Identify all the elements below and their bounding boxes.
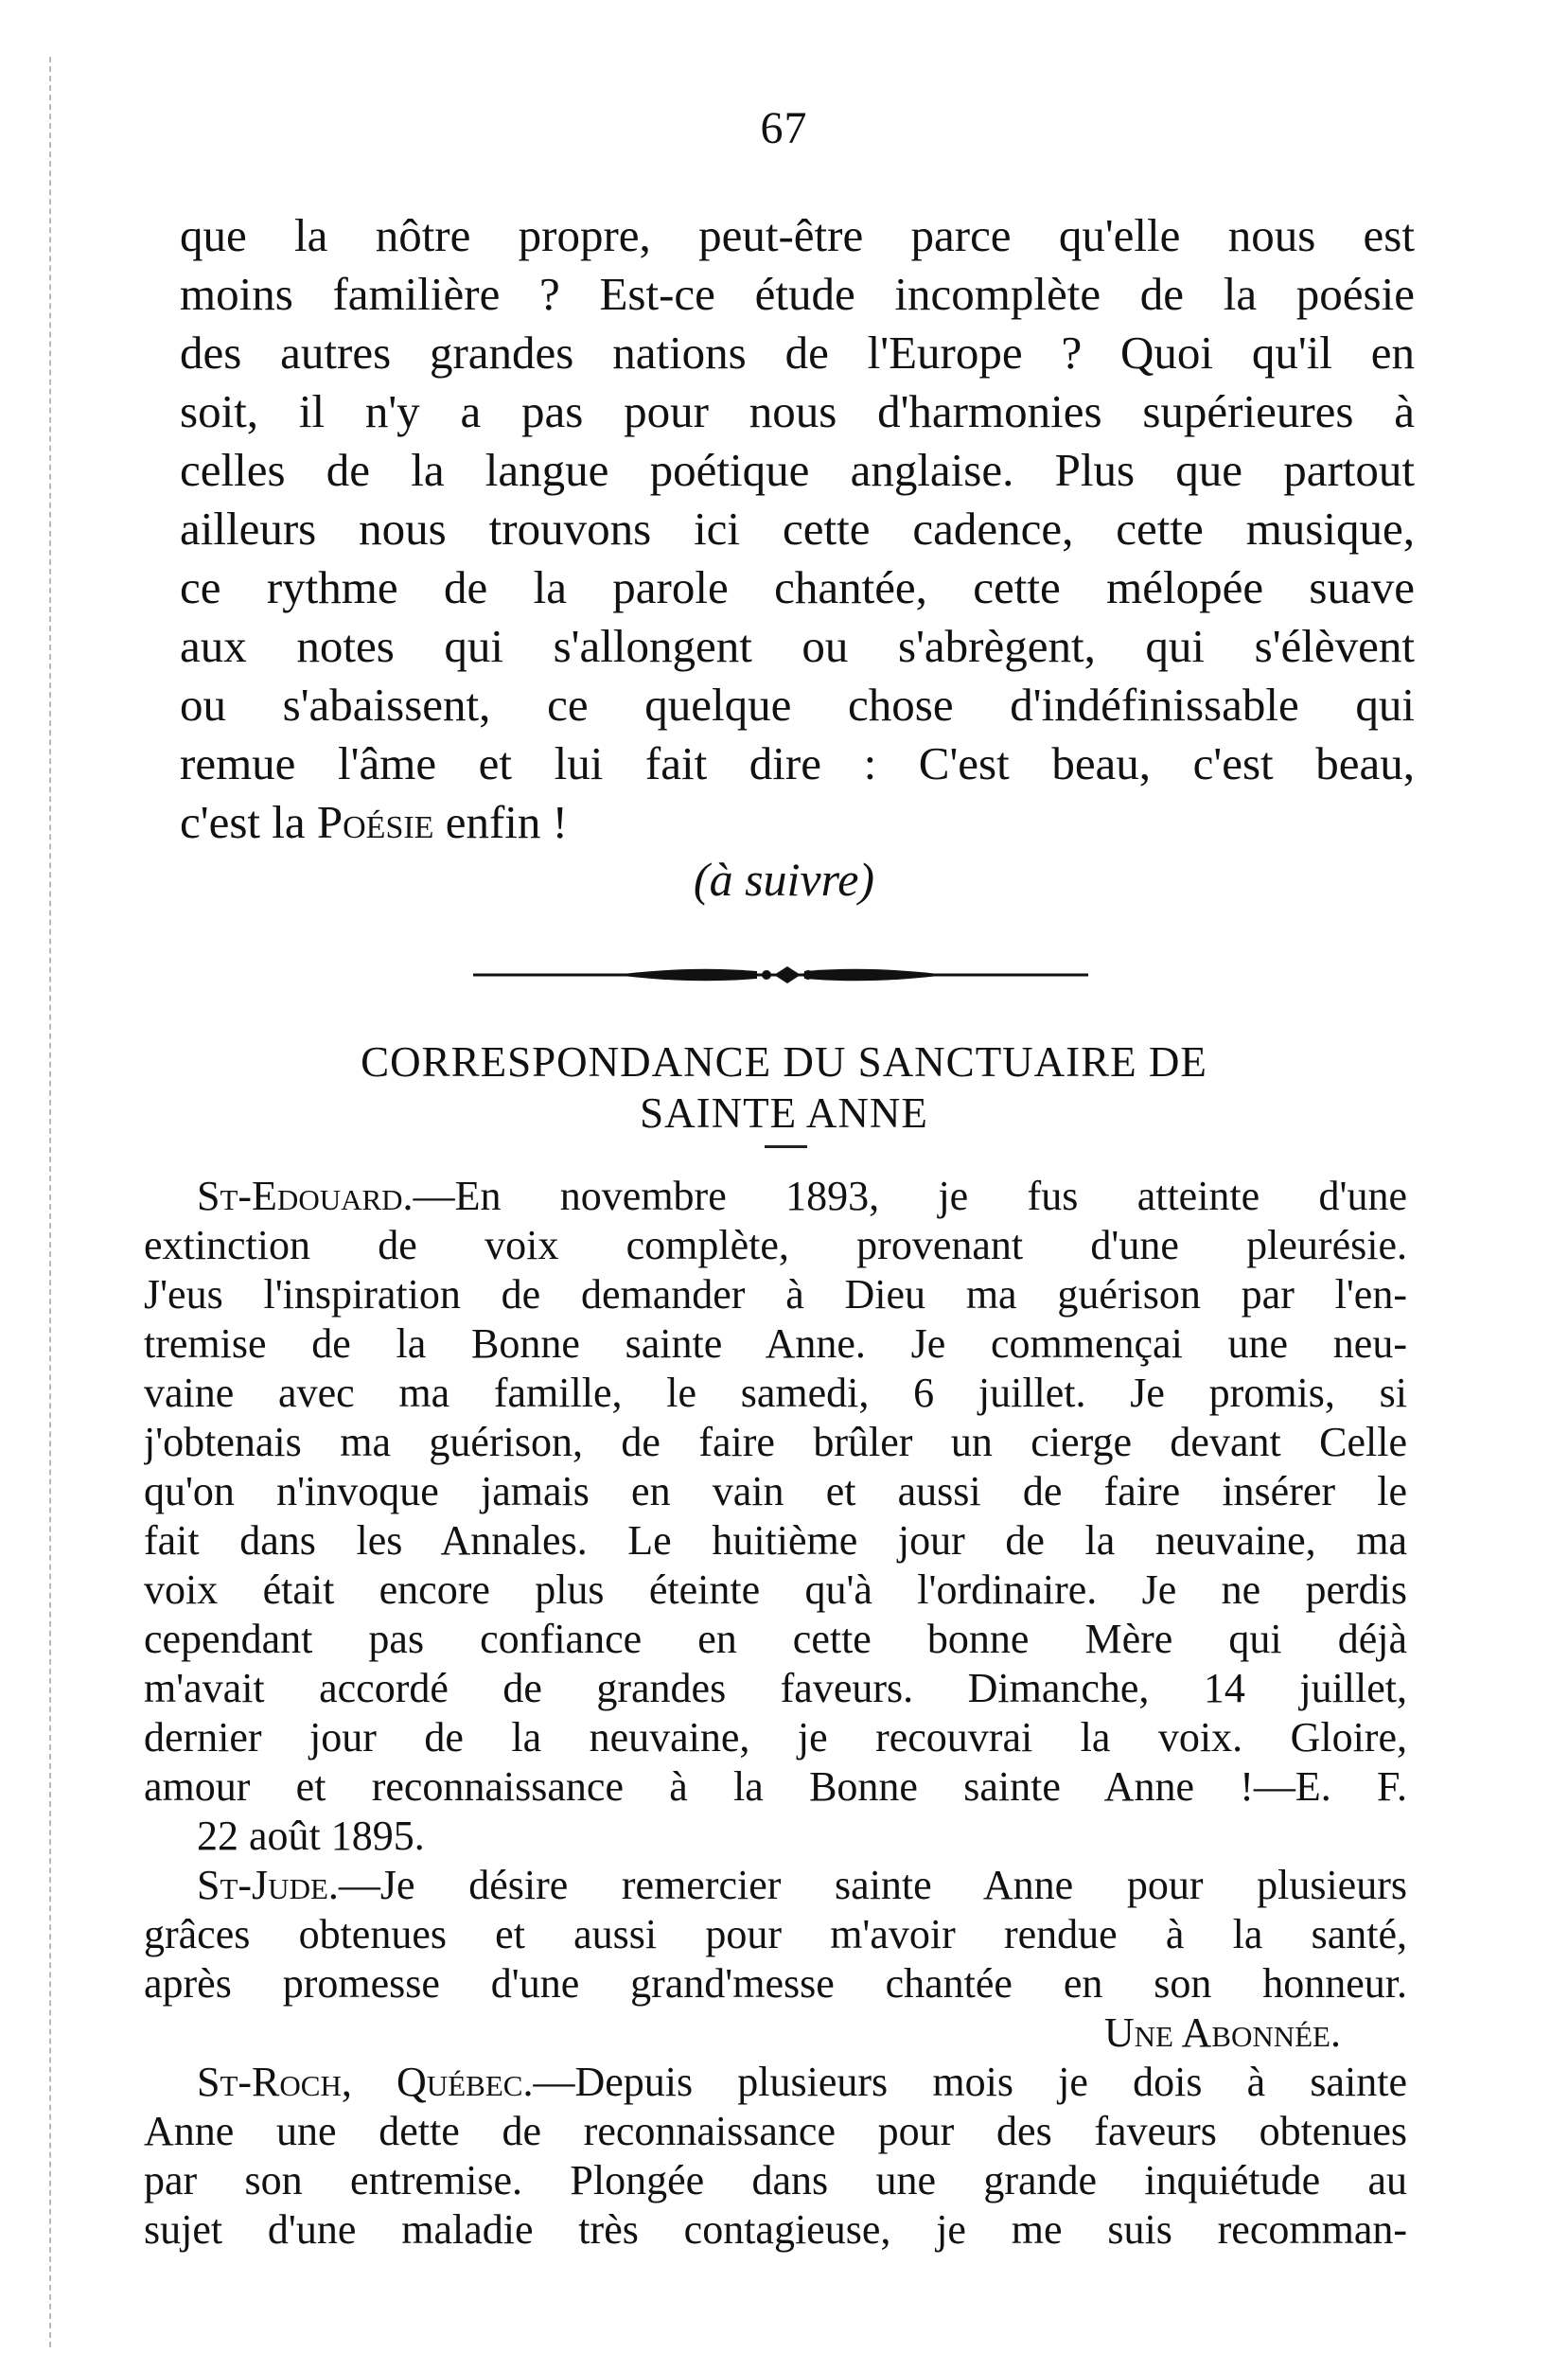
to-follow-note: (à suivre)	[693, 853, 875, 906]
letter-text: —Je désire remercier sainte Anne pour plusieurs	[338, 1862, 1407, 1908]
paragraph-line: moins familière ? Est-ce étude incomplète de la poésie	[180, 268, 1415, 320]
letter-line: m'avait accordé de grandes faveurs. Dimanche, 14 juillet,	[144, 1665, 1407, 1711]
letter-place: St-Jude.	[197, 1862, 339, 1908]
letter-line: J'eus l'inspiration de demander à Dieu ma guérison par l'en-	[144, 1271, 1407, 1318]
letter-line: cependant pas confiance en cette bonne Mère qui déjà	[144, 1616, 1407, 1662]
paragraph-line: soit, il n'y a pas pour nous d'harmonies supérieures à	[180, 385, 1415, 437]
letter-line: fait dans les Annales. Le huitième jour de la neuvaine, ma	[144, 1517, 1407, 1564]
letter-line: voix était encore plus éteinte qu'à l'ordinaire. Je ne perdis	[144, 1566, 1407, 1613]
continued-paragraph	[180, 206, 1415, 852]
letter-st-roch	[144, 2058, 1407, 2255]
letter-line: j'obtenais ma guérison, de faire brûler un cierge devant Celle	[144, 1419, 1407, 1465]
letter-first-line	[144, 1861, 1407, 1910]
last-line-prefix: c'est la	[180, 796, 317, 848]
paragraph-line: ou s'abaissent, ce quelque chose d'indéfinissable qui	[180, 679, 1415, 731]
correspondence-letters	[144, 1172, 1407, 2255]
letter-line: Anne une dette de reconnaissance pour des faveurs obtenues	[144, 2108, 1407, 2154]
paragraph-line: ce rythme de la parole chantée, cette mélopée suave	[180, 561, 1415, 613]
letter-line: tremise de la Bonne sainte Anne. Je commençai une neu-	[144, 1320, 1407, 1367]
letter-line: qu'on n'invoque jamais en vain et aussi de faire insérer le	[144, 1468, 1407, 1514]
heading-line-1: CORRESPONDANCE DU SANCTUAIRE DE	[361, 1038, 1207, 1086]
page-number: 67	[760, 103, 808, 153]
heading-rule	[765, 1145, 807, 1148]
letter-line: par son entremise. Plongée dans une grande inquiétude au	[144, 2157, 1407, 2203]
letter-st-jude	[144, 1861, 1407, 2058]
paragraph-line: que la nôtre propre, peut-être parce qu'elle nous est	[180, 209, 1415, 261]
scan-margin-marks	[49, 57, 51, 2347]
letter-place: St-Edouard.	[197, 1173, 414, 1219]
section-heading	[0, 1036, 1568, 1139]
letter-signature: Une Abonnée.	[1103, 2009, 1341, 2056]
poesie-smallcaps: Poésie	[316, 796, 434, 848]
letter-place: St-Roch, Québec.	[197, 2059, 534, 2105]
paragraph-line: remue l'âme et lui fait dire : C'est beau, c'est beau,	[180, 737, 1415, 789]
letter-date: 22 août 1895.	[197, 1813, 425, 1859]
letter-line: dernier jour de la neuvaine, je recouvrai la voix. Gloire,	[144, 1714, 1407, 1761]
paragraph-line: ailleurs nous trouvons ici cette cadence, cette musique,	[180, 503, 1415, 555]
last-line-suffix: enfin !	[433, 796, 568, 848]
letter-line: extinction de voix complète, provenant d'une pleurésie.	[144, 1222, 1407, 1268]
section-divider-ornament	[473, 956, 1088, 994]
letter-text: —Depuis plusieurs mois je dois à sainte	[533, 2059, 1407, 2105]
letter-text: —En novembre 1893, je fus atteinte d'une	[413, 1173, 1407, 1219]
letter-st-edouard	[144, 1172, 1407, 1861]
letter-line: vaine avec ma famille, le samedi, 6 juillet. Je promis, si	[144, 1370, 1407, 1416]
letter-first-line	[144, 1172, 1407, 1221]
paragraph-line: celles de la langue poétique anglaise. Plus que partout	[180, 444, 1415, 496]
paragraph-line: aux notes qui s'allongent ou s'abrègent, qui s'élèvent	[180, 620, 1415, 672]
letter-first-line	[144, 2058, 1407, 2107]
heading-line-2: SAINTE ANNE	[640, 1089, 928, 1137]
paragraph-last-line	[180, 793, 1415, 852]
paragraph-line: des autres grandes nations de l'Europe ? Quoi qu'il en	[180, 327, 1415, 379]
letter-line: après promesse d'une grand'messe chantée en son honneur.	[144, 1960, 1407, 2007]
letter-line: amour et reconnaissance à la Bonne sainte Anne !—E. F.	[144, 1763, 1407, 1810]
letter-line: sujet d'une maladie très contagieuse, je me suis recomman-	[144, 2206, 1407, 2253]
letter-line: grâces obtenues et aussi pour m'avoir rendue à la santé,	[144, 1911, 1407, 1957]
